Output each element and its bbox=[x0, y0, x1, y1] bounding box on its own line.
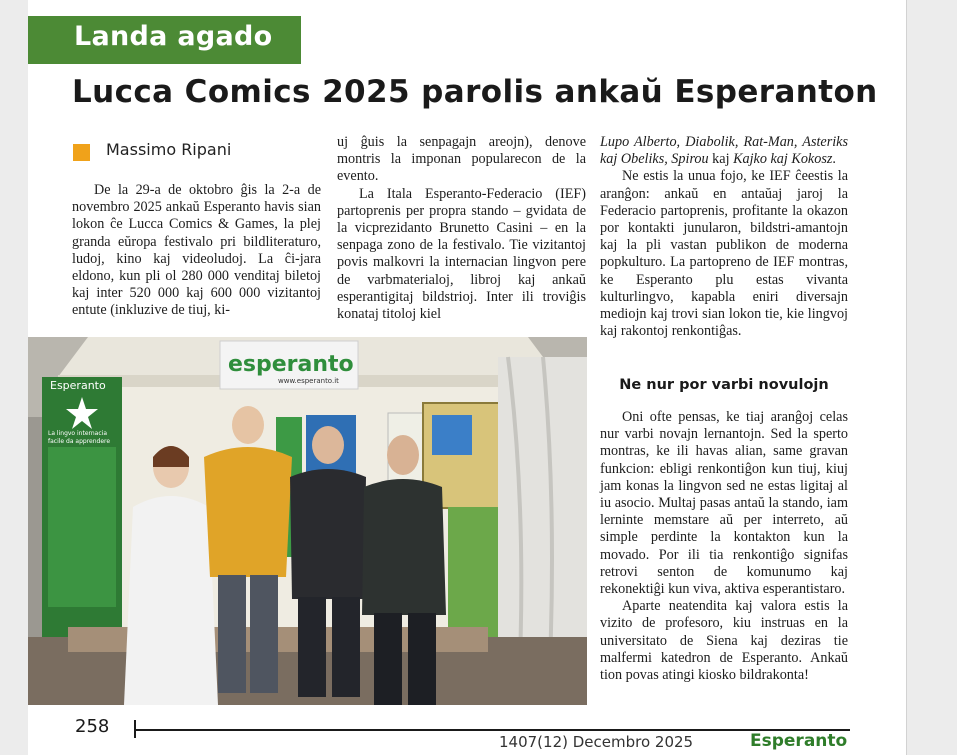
author-marker bbox=[73, 144, 90, 161]
paragraph: De la 29-a de oktobro ĝis la 2-a de novembro 2025 ankaŭ Esperanto havis sian lokon ĉe Lucca Comics & Games, la plej granda eŭropa festivalo pri bildliteraturo, ludoj, kino kaj videoludoj. La ĉi-jara eldono, kun pli ol 280 000 venditaj biletoj kaj inter 520 000 kaj 600 000 vizitantoj entute (inkluzive de tiuj, ki- bbox=[72, 182, 321, 319]
rollup-title: Esperanto bbox=[50, 379, 106, 392]
page-number: 258 bbox=[75, 716, 110, 737]
text-column-3 bbox=[600, 134, 848, 340]
page-edge-line bbox=[906, 0, 907, 755]
stand-banner-url: www.esperanto.it bbox=[278, 377, 339, 385]
right-page-margin bbox=[906, 0, 957, 755]
paragraph: Ne estis la unua fojo, ke IEF ĉeestis la aranĝon: ankaŭ en antaŭaj jaroj la Federacio partoprenis, profitante la okazon por kontakti junularon, bildstri-amantojn kaj la pli vastan publikon de moderna popkulturo. La partopreno de IEF montras, ke Esperanto plu estas vivanta kulturlingvo, kapabla eniri diversajn mediojn kaj trovi sian lokon tie, kie lingvoj kaj rakontoj renkontiĝas. bbox=[600, 168, 848, 340]
paragraph-continuation: uj ĝuis la senpagajn areojn), denove montris la imponan popularecon de la evento. bbox=[337, 134, 586, 185]
subheading: Ne nur por varbi novulojn bbox=[619, 377, 829, 393]
text-column-2 bbox=[337, 134, 586, 323]
paragraph: Oni ofte pensas, ke tiaj aranĝoj celas nur varbi novajn lernantojn. Sed la sperto montras, ke ili havas alian, same gravan funkcion: ebligi renkontiĝon kun tiuj, kiuj jam konas la lingvon sed ne estas ligitaj al iu asocio. Multaj pasas antaŭ la stando, iam lernintе memstare aŭ per interreto, aŭ simple perdinte la kontakton kun la movado. Por ili tia renkontiĝo signifas retrovi senton de komunumo kaj rekonektiĝi kun viva, aktiva esperantistaro. bbox=[600, 409, 848, 598]
event-photo bbox=[28, 337, 587, 705]
period: . bbox=[832, 151, 836, 168]
comic-title: Kajko kaj Kokosz bbox=[733, 151, 833, 168]
left-page-margin bbox=[0, 0, 28, 755]
section-label: Landa agado bbox=[74, 21, 273, 52]
footer-rule bbox=[134, 729, 850, 731]
stand-banner-text: esperanto bbox=[228, 352, 354, 377]
rollup-line: La lingvo internacia bbox=[48, 430, 107, 437]
article-title: Lucca Comics 2025 parolis ankaŭ Esperanton bbox=[72, 74, 878, 110]
footer-issue: 1407(12) Decembro 2025 bbox=[499, 733, 694, 751]
paragraph: La Itala Esperanto-Federacio (IEF) partoprenis per propra stando – gvidata de la vicprezidanto Brunetto Casini – en la senpaga zono de la festivalo. Tie vizitantoj povis malkovri la internacian lingvon pere de varbmaterialoj, libroj kaj ankaŭ esperantigitaj bildstrioj. Inter ili troviĝis konataj titoloj kiel bbox=[337, 185, 586, 323]
text-column-1 bbox=[72, 182, 321, 320]
paragraph: Aparte neatendita kaj valora estis la vizito de profesoro, kiu instruas en la universitato de Siena kaj deziras tie malfermi katedron de Esperanto. Ankaŭ tion povas atingi kiosko bildrakonta! bbox=[600, 598, 848, 684]
paragraph-continuation bbox=[600, 134, 848, 168]
conjunction: kaj bbox=[708, 151, 734, 168]
text-column-3-continued bbox=[600, 409, 848, 684]
author-name: Massimo Ripani bbox=[106, 140, 232, 159]
rollup-line: facile da apprendere bbox=[48, 438, 111, 445]
comic-titles: Lupo Alberto, Diabolik, Rat-Man, Asteriks kaj Obeliks, Spirou bbox=[600, 134, 848, 168]
footer-magazine-name: Esperanto bbox=[750, 731, 848, 751]
